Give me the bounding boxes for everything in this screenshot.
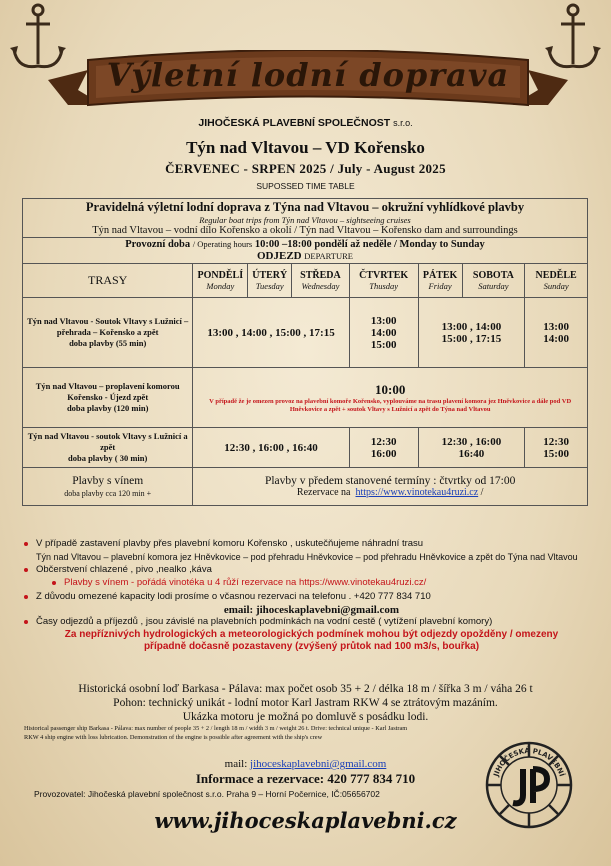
table-row	[23, 368, 588, 428]
route-3-mon-wed: 12:30 , 16:00 , 16:40	[193, 428, 349, 468]
route-3-thu: 12:30 16:00	[349, 428, 418, 468]
list-item: Z důvodu omezené kapacity lodi prosíme o včasnou rezervaci na telefonu . +420 777 834 710	[24, 591, 599, 604]
day-monday: PONDĚLÍ Monday	[193, 264, 248, 298]
company-name: JIHOČESKÁ PLAVEBNÍ SPOLEČNOST s.r.o.	[198, 117, 413, 129]
ship-en-2: RKW 4 ship engine with loss lubrication. Demonstration of the engine is possible after agreement with the ship's crew	[24, 734, 323, 741]
ship-line-3: Ukázka motoru je možná po domluvě s posádku lodi.	[182, 711, 429, 723]
email-line: email: jihoceskaplavebni@gmail.com	[223, 603, 400, 616]
list-item: V případě zastavení plavby přes plavební komoru Kořensko , uskutečňujeme náhradní trasu	[24, 538, 599, 551]
day-tuesday: ÚTERÝ Tuesday	[248, 264, 292, 298]
route-2-note: V případě že je omezen provoz na plavební komoře Kořensko, vyplouváme na trasu plavení komora jez Hněvkovice a dále pod VD Hněvkovice a zpět + soutok Vltavy s Lužnicí a zpět do Týna nad Vltavou	[209, 397, 572, 413]
day-wednesday: STŘEDA Wednesday	[292, 264, 349, 298]
day-thursday: ČTVRTEK Thusday	[349, 264, 418, 298]
timetable-header: Pravidelná výletní lodní doprava z Týna nad Vltavou – okružní vyhlídkové plavby Regular boat trips from Týn nad Vltavou – sightseeing cruises Týn nad Vltavou – vodní dílo Kořensko a okolí / Týn nad Vltavou – Kořensko dam and surroundings	[23, 199, 588, 238]
info-reservation: Informace a rezervace: 420 777 834 710	[195, 771, 416, 786]
company-logo-icon	[483, 739, 575, 831]
notes-list	[24, 538, 599, 654]
list-item: Časy odjezdů a příjezdů , jsou závislé na plavebních podmínkách na vodní cestě ( vytížení plavební komory)	[24, 616, 599, 629]
mail-link[interactable]: jihoceskaplavebni@gmail.com	[250, 758, 387, 770]
route-1-sun: 13:00 14:00	[525, 298, 588, 368]
route-2-name: Týn nad Vltavou – proplavení komorou Kořensko - Újezd zpět doba plavby (120 min)	[23, 368, 193, 428]
route-1-thu: 13:00 14:00 15:00	[349, 298, 418, 368]
ship-en-1: Historical passenger ship Barkasa - Pálava: max number of people 35 + 2 / length 18 m / width 3 m / weight 26 t. Drive: technical unique - Karl Jastram	[24, 725, 408, 732]
mail-line: mail: jihoceskaplavebni@gmail.com	[224, 758, 387, 770]
warning-2: případně dočasně pozastaveny (zvýšený průtok nad 100 m3/s, bouřka)	[143, 641, 480, 652]
ship-line-2: Pohon: technický unikát - lodní motor Karl Jastram RKW 4 se ztrátovým mazáním.	[113, 697, 498, 709]
route-3-sun: 12:30 15:00	[525, 428, 588, 468]
wine-cruise-name: Plavby s vínem doba plavby cca 120 min +	[23, 468, 193, 506]
route-1-mon-wed: 13:00 , 14:00 , 15:00 , 17:15	[193, 298, 349, 368]
supposed-timetable: SUPOSSED TIME TABLE	[256, 181, 355, 191]
trasy-header: TRASY	[23, 264, 193, 298]
day-saturday: SOBOTA Saturday	[462, 264, 525, 298]
wine-link[interactable]: https://www.vinotekau4ruzi.cz	[355, 487, 479, 498]
table-row	[23, 468, 588, 506]
list-item: Plavby s vínem - pořádá vinotéka u 4 růží rezervace na https://www.vinotekau4ruzi.cz/	[24, 577, 599, 590]
route-1-fri-sat: 13:00 , 14:00 15:00 , 17:15	[418, 298, 525, 368]
title-banner	[48, 50, 568, 122]
wine-cruise-info: Plavby v předem stanovené termíny : čtvrtky od 17:00 Rezervace na https://www.vinotekau4ruzi.cz /	[193, 468, 588, 506]
table-row	[23, 428, 588, 468]
website-link[interactable]: www.jihoceskaplavebni.cz	[154, 808, 457, 833]
ship-line-1: Historická osobní loď Barkasa - Pálava: max počet osob 35 + 2 / délka 18 m / šířka 3 m / váha 26 t	[78, 683, 533, 695]
day-sunday: NEDĚLE Sunday	[525, 264, 588, 298]
route-title: Týn nad Vltavou – VD Kořensko	[186, 138, 425, 157]
operating-hours: Provozní doba / Operating hours 10:00 –18:00 pondělí až neděle / Monday to Sunday ODJEZD DEPARTURE	[23, 238, 588, 264]
operator-line: Provozovatel: Jihočeská plavební společnost s.r.o. Praha 9 – Horní Počernice, IČ:05656702	[34, 789, 380, 799]
route-3-fri-sat: 12:30 , 16:00 16:40	[418, 428, 525, 468]
svg-text:JIHOČESKÁ PLAVEBNÍ: JIHOČESKÁ PLAVEBNÍ	[492, 746, 566, 778]
warning-1: Za nepříznivých hydrologických a meteorologických podmínek mohou být odjezdy opožděny / omezeny	[64, 628, 559, 640]
list-item: Občerstvení chlazené , pivo ,nealko ,káva	[24, 564, 599, 577]
banner-title: Výletní lodní doprava	[106, 56, 510, 94]
season: ČERVENEC - SRPEN 2025 / July - August 2025	[165, 161, 446, 176]
route-3-name: Týn nad Vltavou - soutok Vltavy s Lužnicí a zpět doba plavby ( 30 min)	[23, 428, 193, 468]
route-1-name: Týn nad Vltavou - Soutok Vltavy s Lužnicí – přehrada – Kořensko a zpět doba plavby (55 min)	[23, 298, 193, 368]
timetable	[22, 198, 588, 506]
day-friday: PÁTEK Friday	[418, 264, 462, 298]
list-item: Týn nad Vltavou – plavební komora jez Hněvkovice – pod přehradu Hněvkovice – pod přehradu Hněvkovice a zpět do Týna nad Vltavou	[36, 551, 578, 562]
route-2-times: 10:00 V případě že je omezen provoz na plavební komoře Kořensko, vyplouváme na trasu plavení komora jez Hněvkovice a dále pod VD Hněvkovice a zpět + soutok Vltavy s Lužnicí a zpět do Týna nad Vltavou	[193, 368, 588, 428]
table-row	[23, 298, 588, 368]
